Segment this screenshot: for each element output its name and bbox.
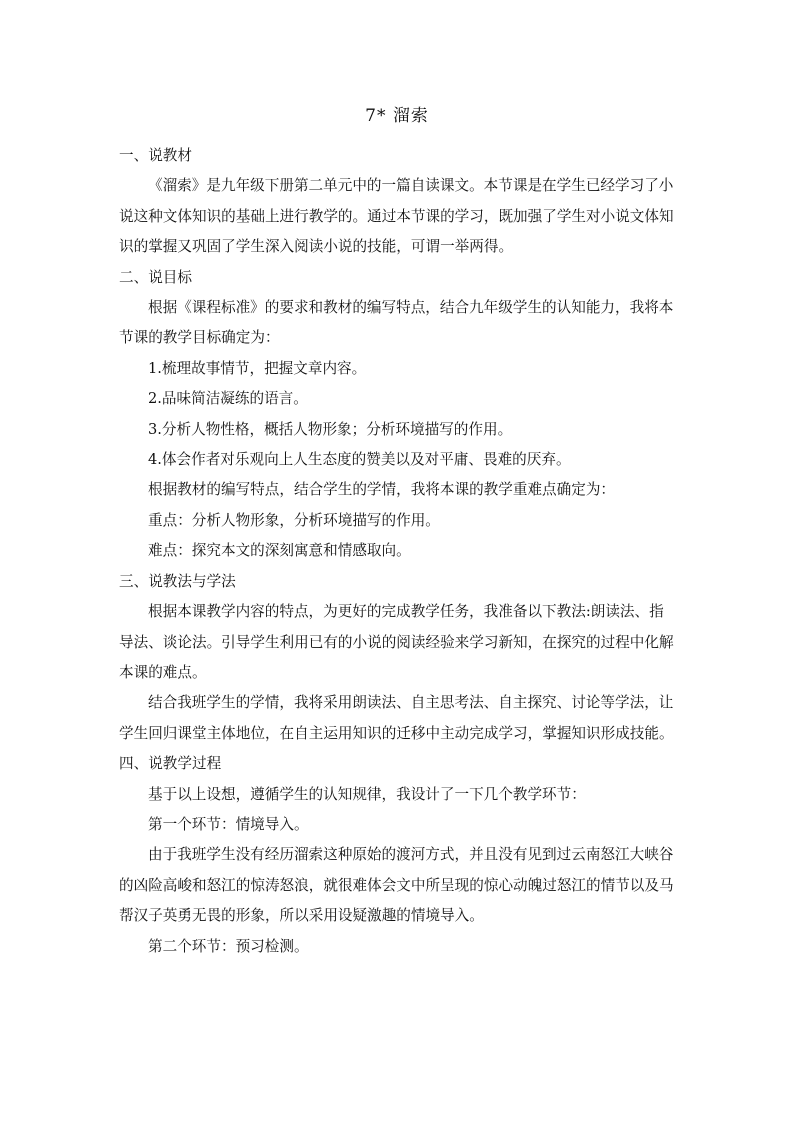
step-title: 第二个环节：预习检测。 bbox=[148, 937, 309, 955]
paragraph: 根据《课程标准》的要求和教材的编写特点，结合九年级学生的认知能力，我将本节课的教学目标确定为： bbox=[119, 299, 674, 347]
list-item: 2.品味简洁凝练的语言。 bbox=[148, 390, 308, 408]
section-heading-methods: 三、说教法与学法 bbox=[119, 572, 236, 590]
document-title: 7* 溜索 bbox=[365, 106, 429, 126]
paragraph: 根据教材的编写特点，结合学生的学情，我将本课的教学重难点确定为： bbox=[148, 481, 616, 499]
step-title: 第一个环节：情境导入。 bbox=[148, 815, 309, 833]
list-item: 1.梳理故事情节，把握文章内容。 bbox=[148, 359, 367, 377]
paragraph: 结合我班学生的学情，我将采用朗读法、自主思考法、自主探究、讨论等学法，让学生回归课堂主体地位，在自主运用知识的迁移中主动完成学习，掌握知识形成技能。 bbox=[119, 694, 674, 742]
paragraph: 根据本课教学内容的特点，为更好的完成教学任务，我准备以下教法:朗读法、指导法、谈论法。引导学生利用已有的小说的阅读经验来学习新知，在探究的过程中化解本课的难点。 bbox=[119, 603, 674, 681]
paragraph: 由于我班学生没有经历溜索这种原始的渡河方式，并且没有见到过云南怒江大峡谷的凶险高峻和怒江的惊涛怒浪，就很难体会文中所呈现的惊心动魄过怒江的情节以及马帮汉子英勇无畏的形象，所以采用设疑激趣的情境导入。 bbox=[119, 846, 674, 925]
document-body bbox=[119, 141, 677, 962]
paragraph: 基于以上设想，遵循学生的认知规律，我设计了一下几个教学环节： bbox=[148, 785, 586, 803]
section-heading-goals: 二、说目标 bbox=[119, 268, 192, 286]
section-heading-process: 四、说教学过程 bbox=[119, 755, 222, 773]
key-point: 重点：分析人物形象，分析环境描写的作用。 bbox=[148, 511, 440, 529]
section-heading-materials: 一、说教材 bbox=[119, 147, 192, 164]
difficult-point: 难点：探究本文的深刻寓意和情感取向。 bbox=[148, 542, 411, 560]
paragraph: 《溜索》是九年级下册第二单元中的一篇自读课文。本节课是在学生已经学习了小说这种文体知识的基础上进行教学的。通过本节课的学习，既加强了学生对小说文体知识的掌握又巩固了学生深入阅读小说的技能，可谓一举两得。 bbox=[119, 177, 674, 256]
list-item: 4.体会作者对乐观向上人生态度的赞美以及对平庸、畏难的厌弃。 bbox=[148, 451, 571, 469]
list-item: 3.分析人物性格，概括人物形象；分析环境描写的作用。 bbox=[148, 420, 513, 438]
